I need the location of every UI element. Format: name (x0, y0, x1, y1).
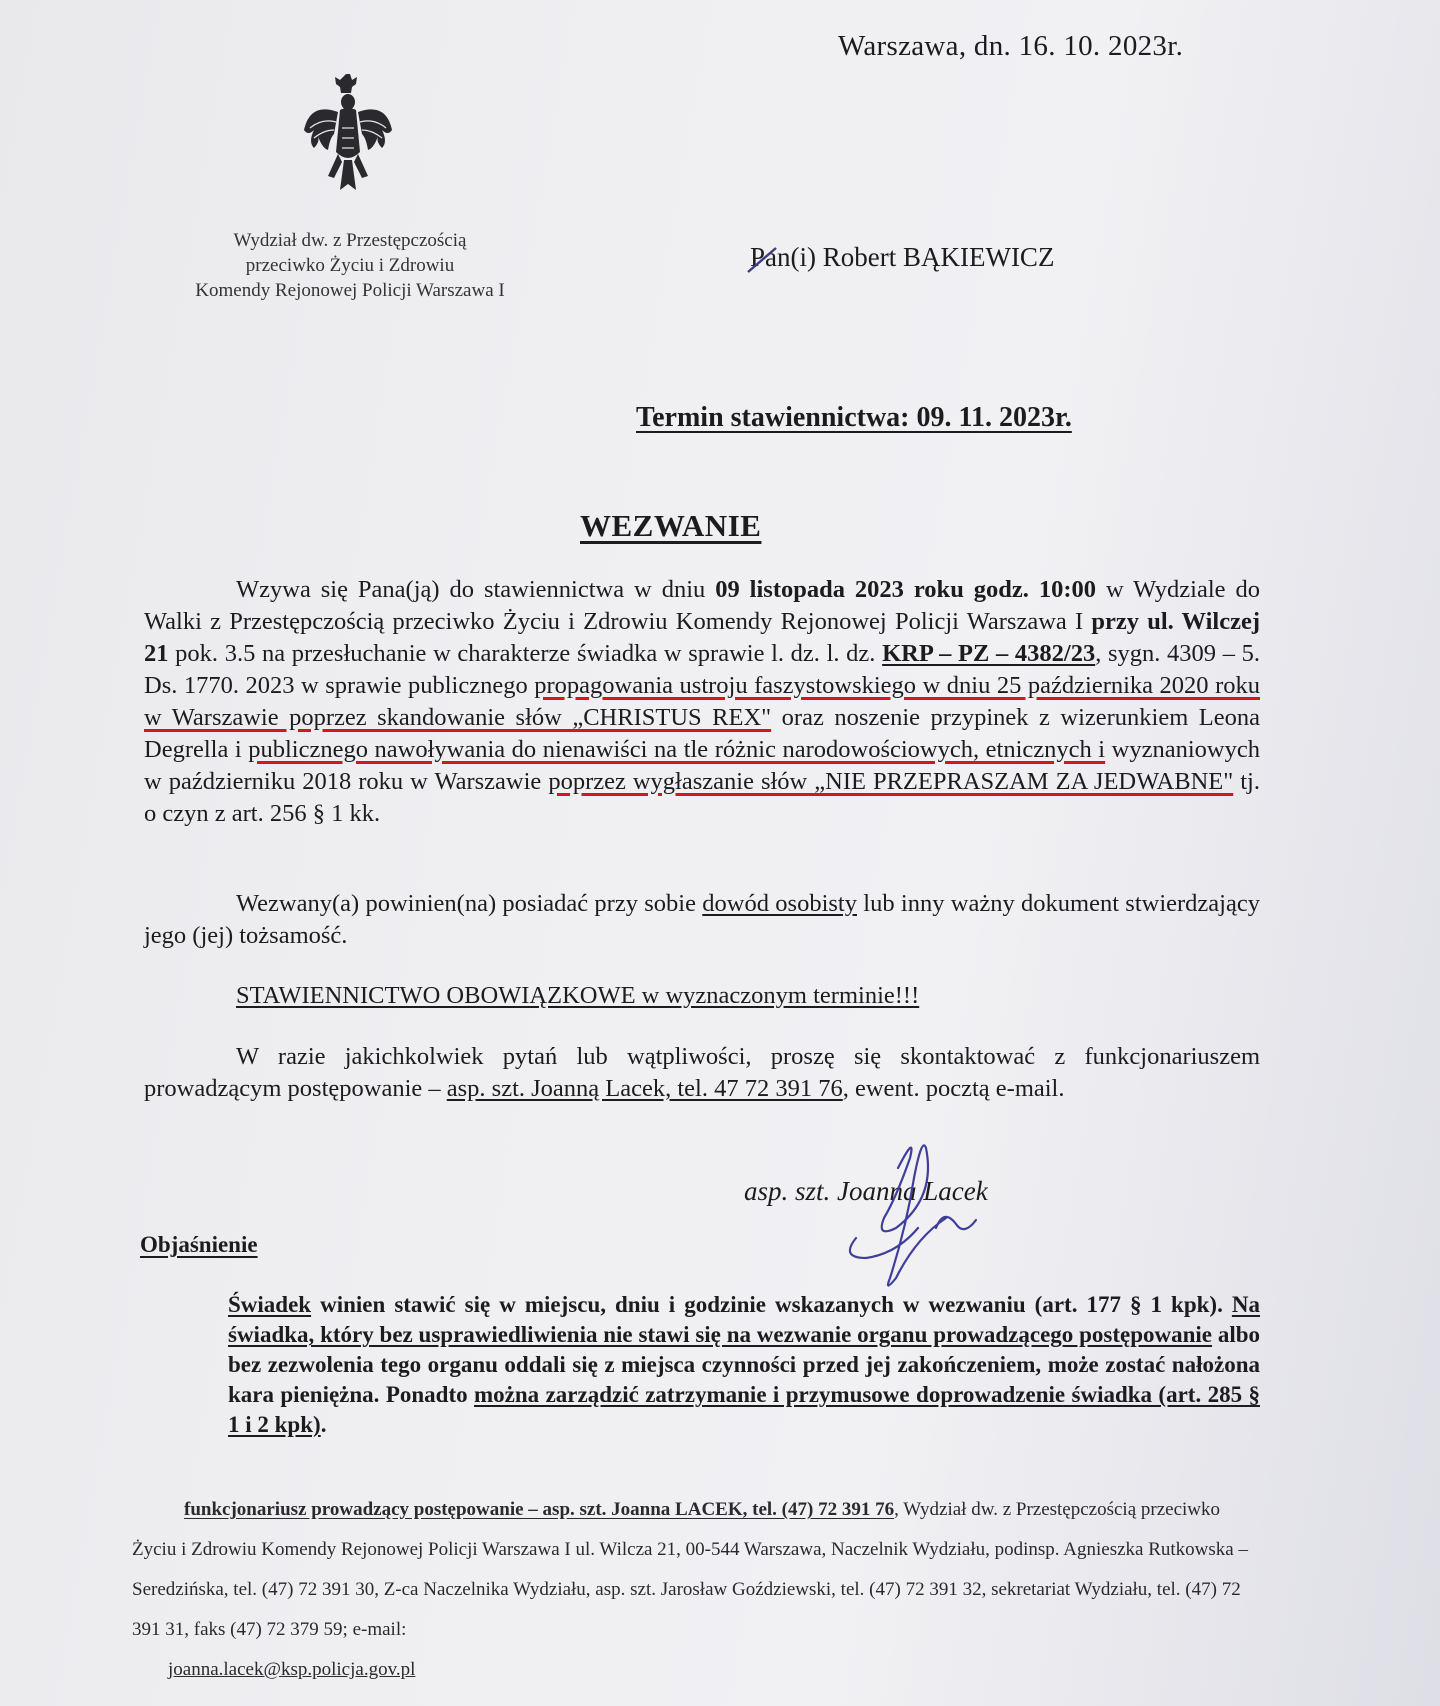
case-number: KRP – PZ – 4382/23 (882, 640, 1096, 667)
email-link[interactable]: joanna.lacek@ksp.policja.gov.pl (168, 1659, 416, 1680)
document-title: WEZWANIE (580, 508, 762, 543)
document-date: Warszawa, dn. 16. 10. 2023r. (838, 30, 1184, 62)
addressee-prefix: Pan(i) (750, 242, 816, 272)
appearance-deadline: Termin stawiennictwa: 09. 11. 2023r. (636, 402, 1072, 433)
red-underlined-text: propagowania ustroju faszystowskiego w dniu 25 października 2020 roku w Warszawie poprzez skandowanie słów „CHRISTUS REX" (144, 672, 1260, 731)
department-line: Wydział dw. z Przestępczością (233, 230, 467, 251)
red-underlined-text: poprzez wygłaszanie słów „NIE PRZEPRASZAM ZA JEDWABNE" (548, 768, 1234, 795)
department-line: Komendy Rejonowej Policji Warszawa I (195, 280, 505, 301)
explanation-heading: Objaśnienie (140, 1232, 258, 1257)
handwritten-signature (826, 1128, 986, 1293)
handwritten-strike-icon (746, 246, 786, 274)
polish-eagle-emblem (300, 72, 396, 194)
id-requirement-paragraph: Wezwany(a) powinien(na) posiadać przy sobie dowód osobisty lub inny ważny dokument stwierdzający jego (jej) tożsamość. (144, 890, 1260, 949)
department-header (150, 228, 550, 303)
contact-paragraph: W razie jakichkolwiek pytań lub wątpliwości, proszę się skontaktować z funkcjonariuszem prowadzącym postępowanie – asp. szt. Joanną Lacek, tel. 47 72 391 76, ewent. pocztą e-mail. (144, 1043, 1260, 1102)
explanation-paragraph: Świadek winien stawić się w miejscu, dniu i godzinie wskazanych w wezwaniu (art. 177 § 1 kpk). Na świadka, który bez usprawiedliwienia nie stawi się na wezwanie organu prowadzącego postępowanie albo bez zezwolenia tego organu oddali się z miejsca czynności przed jej zakończeniem, może zostać nałożona kara pieniężna. Ponadto można zarządzić zatrzymanie i przymusowe doprowadzenie świadka (art. 285 § 1 i 2 kpk). (228, 1292, 1260, 1437)
addressee (750, 242, 1054, 273)
footer-contact-info: funkcjonariusz prowadzący postępowanie – asp. szt. Joanna LACEK, tel. (47) 72 391 76, Wydział dw. z Przestępczością przeciwko Życiu i Zdrowiu Komendy Rejonowej Policji Warszawa I ul. Wilcza 21, 00-544 Warszawa, Naczelnik Wydziału, podinsp. Agnieszka Rutkowska – Seredzińska, tel. (47) 72 391 30, Z-ca Naczelnika Wydziału, asp. szt. Jarosław Goździewski, tel. (47) 72 391 32, sekretariat Wydziału, tel. (47) 72 391 31, faks (47) 72 379 59; e-mail: joanna.lacek@ksp.policja.gov.pl (132, 1499, 1248, 1680)
officer-contact: funkcjonariusz prowadzący postępowanie – asp. szt. Joanna LACEK, tel. (47) 72 391 76 (184, 1499, 895, 1520)
summons-paragraph: Wzywa się Pana(ją) do stawiennictwa w dniu 09 listopada 2023 roku godz. 10:00 w Wydziale do Walki z Przestępczością przeciwko Życiu i Zdrowiu Komendy Rejonowej Policji Warszawa I przy ul. Wilczej 21 pok. 3.5 na przesłuchanie w charakterze świadka w sprawie l. dz. l. dz. KRP – PZ – 4382/23, sygn. 4309 – 5. Ds. 1770. 2023 w sprawie publicznego propagowania ustroju faszystowskiego w dniu 25 października 2020 roku w Warszawie poprzez skandowanie słów „CHRISTUS REX" oraz noszenie przypinek z wizerunkiem Leona Degrella i publicznego nawoływania do nienawiści na tle różnic narodowościowych, etnicznych i wyznaniowych w październiku 2018 roku w Warszawie poprzez wygłaszanie słów „NIE PRZEPRASZAM ZA JEDWABNE" tj. o czyn z art. 256 § 1 kk. (144, 576, 1260, 827)
red-underlined-text: publicznego nawoływania do nienawiści na tle różnic narodowościowych, etnicznych i (248, 736, 1106, 763)
department-line: przeciwko Życiu i Zdrowiu (245, 255, 455, 276)
addressee-name: Robert BĄKIEWICZ (822, 242, 1055, 272)
signatory-name: asp. szt. Joanna Lacek (744, 1176, 988, 1206)
mandatory-appearance-notice: STAWIENNICTWO OBOWIĄZKOWE w wyznaczonym terminie!!! (236, 982, 920, 1009)
